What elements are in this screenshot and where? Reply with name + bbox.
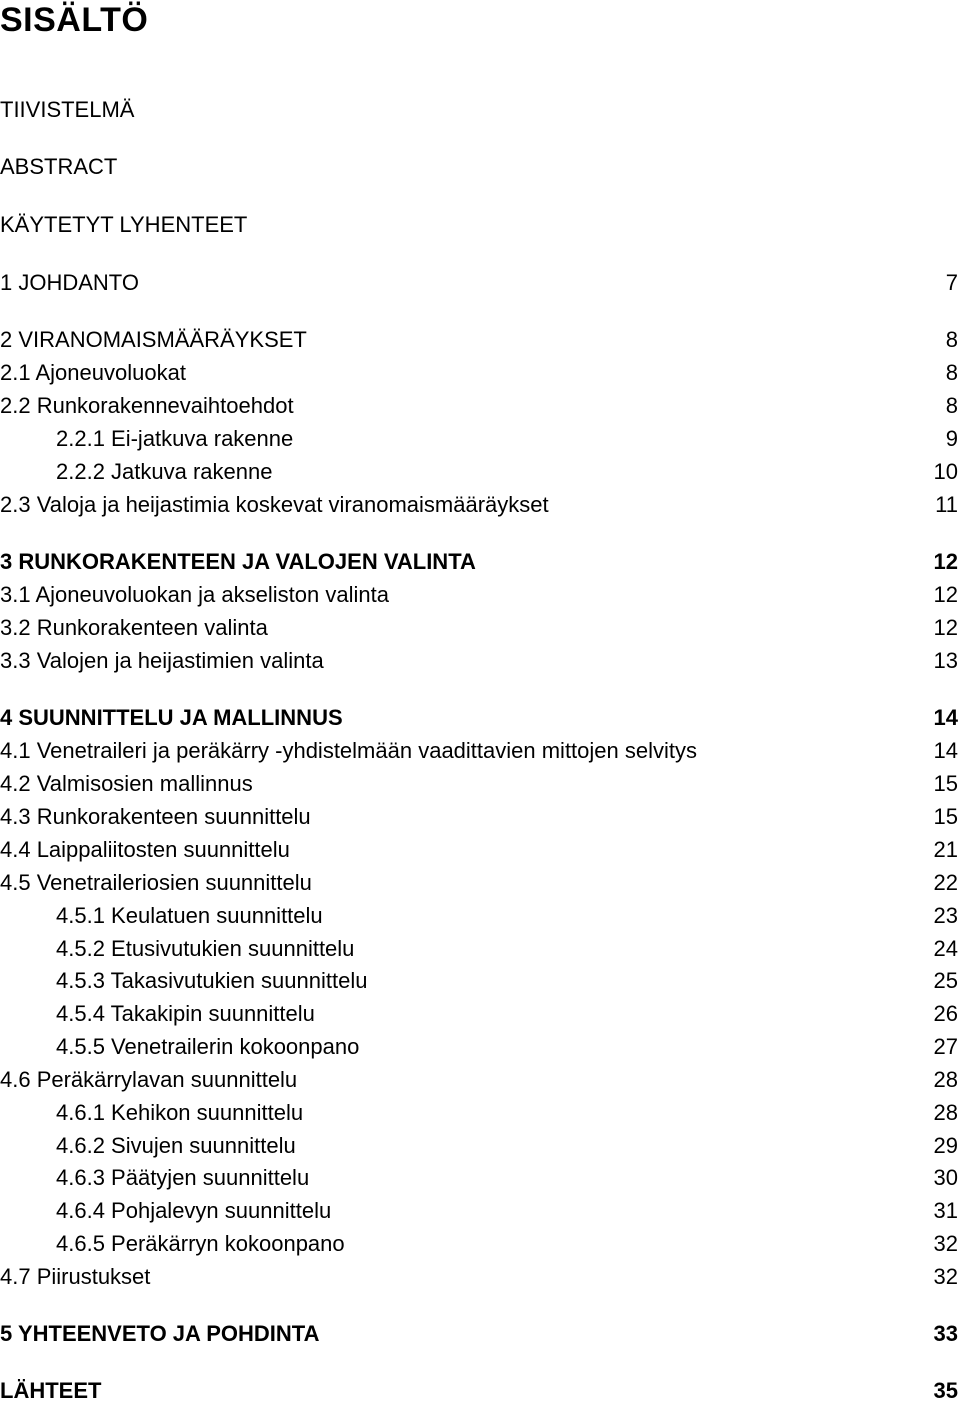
toc-entry-page: 33 (933, 1321, 958, 1346)
toc-entry-page: 12 (933, 615, 958, 640)
toc-entry-label: 4.5.4 Takakipin suunnittelu (56, 1001, 315, 1026)
toc-entry-label: 4.5.5 Venetrailerin kokoonpano (56, 1034, 360, 1059)
toc-entry-page: 28 (933, 1100, 958, 1125)
toc-entry-page: 30 (933, 1165, 958, 1190)
toc-entry-page: 11 (935, 492, 958, 517)
toc-entry-label: 2.3 Valoja ja heijastimia koskevat viranomaismääräykset (0, 492, 549, 517)
toc-entry[interactable] (0, 768, 960, 800)
toc-entry-page: 13 (933, 648, 958, 673)
toc-entry[interactable] (0, 612, 960, 644)
toc-entry[interactable] (0, 933, 960, 965)
toc-entry-page: 32 (933, 1231, 958, 1256)
toc-entry-label: 4.5.3 Takasivutukien suunnittelu (56, 968, 368, 993)
toc-entry-page: 27 (933, 1034, 958, 1059)
toc-entry-page: 12 (933, 582, 958, 607)
toc-heading: SISÄLTÖ (0, 1, 149, 39)
toc-entry[interactable] (0, 1064, 960, 1096)
toc-entry[interactable] (0, 702, 960, 734)
toc-entry[interactable] (0, 1375, 960, 1407)
toc-entry[interactable] (0, 456, 960, 488)
toc-entry[interactable] (0, 900, 960, 932)
toc-entry[interactable] (0, 357, 960, 389)
toc-entry-page: 21 (933, 837, 958, 862)
toc-entry-page: 8 (945, 327, 958, 352)
toc-entry-label: LÄHTEET (0, 1378, 102, 1403)
toc-entry[interactable] (0, 209, 960, 241)
toc-entry-label: 4.3 Runkorakenteen suunnittelu (0, 804, 311, 829)
toc-entry[interactable] (0, 735, 960, 767)
toc-entry-label: 3.1 Ajoneuvoluokan ja akseliston valinta (0, 582, 389, 607)
toc-entry[interactable] (0, 1318, 960, 1350)
toc-entry-page: 35 (933, 1378, 958, 1403)
toc-entry-label: 4.7 Piirustukset (0, 1264, 151, 1289)
toc-entry-label: 4.6.1 Kehikon suunnittelu (56, 1100, 304, 1125)
toc-entry-label: 1 JOHDANTO (0, 270, 139, 295)
toc-entry-label: 2.1 Ajoneuvoluokat (0, 360, 186, 385)
toc-entry-page: 23 (933, 903, 958, 928)
toc-entry-label: 4.6.3 Päätyjen suunnittelu (56, 1165, 310, 1190)
toc-entry-label: 4.4 Laippaliitosten suunnittelu (0, 837, 290, 862)
toc-entry-page: 15 (933, 804, 958, 829)
toc-entry-page: 22 (933, 870, 958, 895)
toc-entry[interactable] (0, 489, 960, 521)
toc-entry-label: 3 RUNKORAKENTEEN JA VALOJEN VALINTA (0, 549, 476, 574)
toc-entry-label: 2.2.1 Ei-jatkuva rakenne (56, 426, 294, 451)
toc-entry-label: 5 YHTEENVETO JA POHDINTA (0, 1321, 320, 1346)
toc-entry-page: 9 (945, 426, 958, 451)
toc-entry-label: 3.3 Valojen ja heijastimien valinta (0, 648, 324, 673)
toc-entry-label: 2 VIRANOMAISMÄÄRÄYKSET (0, 327, 307, 352)
toc-entry-label: 2.2.2 Jatkuva rakenne (56, 459, 273, 484)
toc-entry[interactable] (0, 1130, 960, 1162)
toc-entry[interactable] (0, 546, 960, 578)
toc-entry[interactable] (0, 834, 960, 866)
toc-entry-page: 10 (933, 459, 958, 484)
toc-entry[interactable] (0, 998, 960, 1030)
toc-entry-label: 4.6.2 Sivujen suunnittelu (56, 1133, 296, 1158)
toc-entry[interactable] (0, 1195, 960, 1227)
toc-entry[interactable] (0, 423, 960, 455)
toc-entry-page: 8 (945, 360, 958, 385)
toc-entry-page: 8 (945, 393, 958, 418)
toc-entry-label: ABSTRACT (0, 154, 118, 179)
toc-entry-label: 4 SUUNNITTELU JA MALLINNUS (0, 705, 343, 730)
toc-entry-label: 4.2 Valmisosien mallinnus (0, 771, 253, 796)
toc-entry-page: 7 (945, 270, 958, 295)
toc-entry-label: KÄYTETYT LYHENTEET (0, 212, 248, 237)
toc-entry-page: 28 (933, 1067, 958, 1092)
toc-entry-label: 3.2 Runkorakenteen valinta (0, 615, 268, 640)
toc-entry-label: 4.5.2 Etusivutukien suunnittelu (56, 936, 355, 961)
toc-entry-page: 26 (933, 1001, 958, 1026)
toc-entry-label: 4.5 Venetraileriosien suunnittelu (0, 870, 312, 895)
toc-entry-page: 32 (933, 1264, 958, 1289)
toc-entry-page: 14 (933, 738, 958, 763)
toc-entry-label: TIIVISTELMÄ (0, 97, 135, 122)
toc-entry-label: 4.5.1 Keulatuen suunnittelu (56, 903, 323, 928)
toc-entry-label: 4.6 Peräkärrylavan suunnittelu (0, 1067, 298, 1092)
toc-entry[interactable] (0, 94, 960, 126)
toc-entry[interactable] (0, 1162, 960, 1194)
toc-entry[interactable] (0, 1097, 960, 1129)
toc-entry[interactable] (0, 867, 960, 899)
toc-entry-page: 24 (933, 936, 958, 961)
toc-entry[interactable] (0, 1031, 960, 1063)
toc-entry[interactable] (0, 965, 960, 997)
toc-entry[interactable] (0, 579, 960, 611)
toc-entry[interactable] (0, 390, 960, 422)
toc-entry[interactable] (0, 1228, 960, 1260)
toc-entry-label: 4.6.4 Pohjalevyn suunnittelu (56, 1198, 332, 1223)
toc-entry[interactable] (0, 1261, 960, 1293)
toc-entry[interactable] (0, 151, 960, 183)
toc-entry-label: 4.6.5 Peräkärryn kokoonpano (56, 1231, 345, 1256)
toc-entry-page: 15 (933, 771, 958, 796)
toc-entry-page: 12 (933, 549, 958, 574)
toc-entry[interactable] (0, 801, 960, 833)
toc-entry-page: 31 (933, 1198, 958, 1223)
toc-entry[interactable] (0, 645, 960, 677)
toc-entry-label: 2.2 Runkorakennevaihtoehdot (0, 393, 294, 418)
toc-entry[interactable] (0, 267, 960, 299)
toc-entry-label: 4.1 Venetraileri ja peräkärry -yhdistelmään vaadittavien mittojen selvitys (0, 738, 697, 763)
toc-entry-page: 14 (933, 705, 958, 730)
toc-entry-page: 25 (933, 968, 958, 993)
toc-entry[interactable] (0, 324, 960, 356)
toc-entry-page: 29 (933, 1133, 958, 1158)
